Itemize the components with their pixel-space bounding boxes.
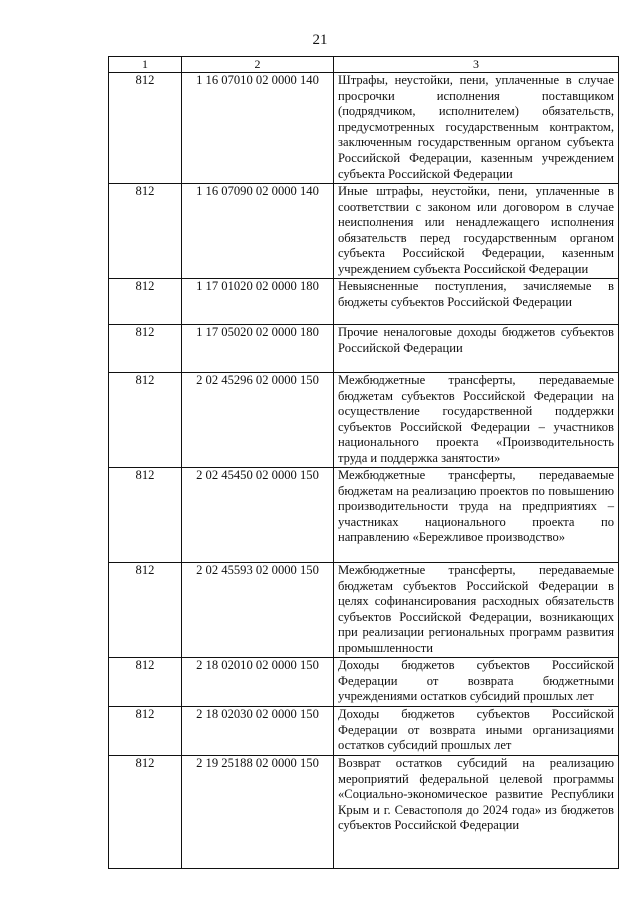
column-header-1: 1	[109, 57, 182, 73]
description-cell: Межбюджетные трансферты, передаваемые бюджетам субъектов Российской Федерации на осуществление государственной поддержки субъектов Российской Федерации – участников национального проекта «Производительность труда и поддержка занятости»	[334, 373, 619, 468]
revenue-code-cell: 1 16 07090 02 0000 140	[182, 184, 334, 279]
admin-code-cell: 812	[109, 563, 182, 658]
table-row	[109, 325, 619, 373]
admin-code-cell: 812	[109, 373, 182, 468]
revenue-code-cell: 1 17 01020 02 0000 180	[182, 279, 334, 325]
description-cell: Межбюджетные трансферты, передаваемые бюджетам на реализацию проектов по повышению производительности труда на предприятиях – участниках национального проекта по направлению «Бережливое производство»	[334, 468, 619, 563]
description-cell: Штрафы, неустойки, пени, уплаченные в случае просрочки исполнения поставщиком (подрядчиком, исполнителем) обязательств, предусмотренных государственным контрактом, заключенным государственным органом субъекта Российской Федерации, казенным учреждением субъекта Российской Федерации	[334, 73, 619, 184]
column-header-2: 2	[182, 57, 334, 73]
admin-code-cell: 812	[109, 73, 182, 184]
admin-code-cell: 812	[109, 756, 182, 869]
admin-code-cell: 812	[109, 658, 182, 707]
table-row	[109, 707, 619, 756]
page-number: 21	[312, 32, 328, 48]
revenue-code-cell: 2 02 45593 02 0000 150	[182, 563, 334, 658]
revenue-code-cell: 2 02 45296 02 0000 150	[182, 373, 334, 468]
description-cell: Иные штрафы, неустойки, пени, уплаченные в соответствии с законом или договором в случае неисполнения или ненадлежащего исполнения обязательств перед государственным органом субъекта Российской Федерации, казенным учреждением субъекта Российской Федерации	[334, 184, 619, 279]
admin-code-cell: 812	[109, 468, 182, 563]
table-row	[109, 756, 619, 869]
description-cell: Возврат остатков субсидий на реализацию мероприятий федеральной целевой программы «Социально-экономическое развитие Республики Крым и г. Севастополя до 2024 года» из бюджетов субъектов Российской Федерации	[334, 756, 619, 869]
description-cell: Межбюджетные трансферты, передаваемые бюджетам субъектов Российской Федерации в целях софинансирования расходных обязательств субъектов Российской Федерации, возникающих при реализации региональных программ развития промышленности	[334, 563, 619, 658]
revenue-code-cell: 2 18 02010 02 0000 150	[182, 658, 334, 707]
table-row	[109, 73, 619, 184]
admin-code-cell: 812	[109, 184, 182, 279]
table-header-row	[109, 57, 619, 73]
column-header-3: 3	[334, 57, 619, 73]
table-row	[109, 373, 619, 468]
budget-revenue-table	[108, 56, 619, 869]
description-cell: Доходы бюджетов субъектов Российской Федерации от возврата иными организациями остатков субсидий прошлых лет	[334, 707, 619, 756]
admin-code-cell: 812	[109, 325, 182, 373]
revenue-code-cell: 2 02 45450 02 0000 150	[182, 468, 334, 563]
admin-code-cell: 812	[109, 707, 182, 756]
revenue-code-cell: 2 18 02030 02 0000 150	[182, 707, 334, 756]
revenue-code-cell: 2 19 25188 02 0000 150	[182, 756, 334, 869]
table-row	[109, 658, 619, 707]
table-row	[109, 279, 619, 325]
table-row	[109, 184, 619, 279]
table-row	[109, 563, 619, 658]
table-row	[109, 468, 619, 563]
description-cell: Невыясненные поступления, зачисляемые в бюджеты субъектов Российской Федерации	[334, 279, 619, 325]
admin-code-cell: 812	[109, 279, 182, 325]
description-cell: Доходы бюджетов субъектов Российской Федерации от возврата бюджетными учреждениями остатков субсидий прошлых лет	[334, 658, 619, 707]
revenue-code-cell: 1 16 07010 02 0000 140	[182, 73, 334, 184]
revenue-code-cell: 1 17 05020 02 0000 180	[182, 325, 334, 373]
description-cell: Прочие неналоговые доходы бюджетов субъектов Российской Федерации	[334, 325, 619, 373]
